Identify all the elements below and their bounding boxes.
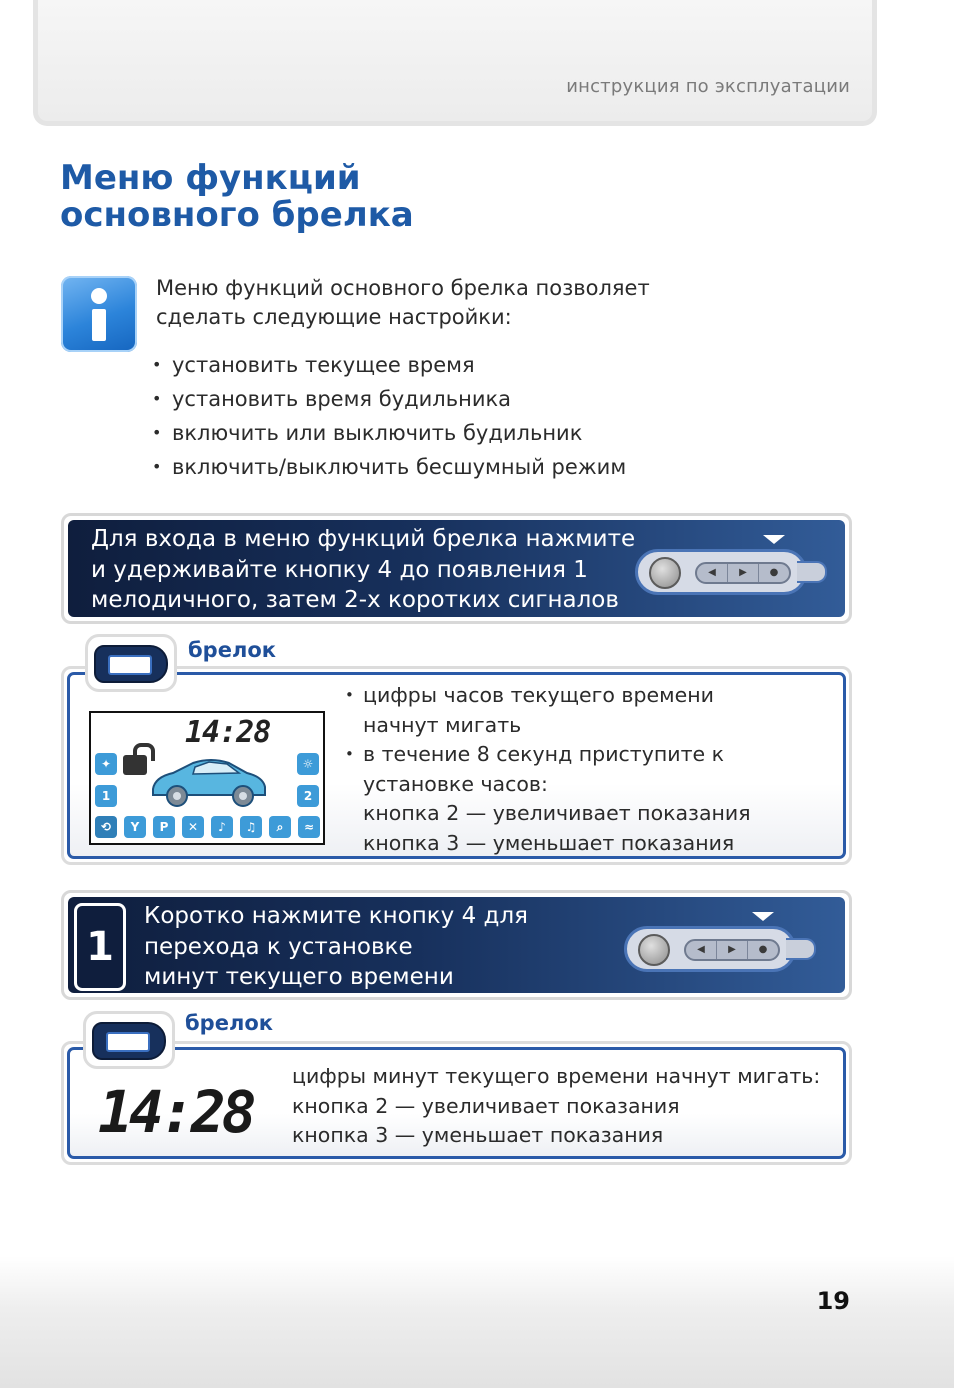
panel2-line: кнопка 3 — уменьшает показания (292, 1123, 664, 1147)
autostart-icon: ⟲ (95, 816, 117, 838)
car-icon (149, 751, 269, 809)
panel2-text (292, 1062, 820, 1151)
panel1-line: кнопка 3 — уменьшает показания (363, 830, 735, 855)
page-number: 19 (816, 1287, 850, 1315)
panel1-text (363, 681, 751, 858)
step-number-badge: 1 (74, 903, 126, 991)
banner-line: и удерживайте кнопку 4 до появления 1 (91, 556, 588, 583)
service-icon: Y (124, 816, 146, 838)
lcd-display (89, 711, 325, 845)
header-text: инструкция по эксплуатации (566, 76, 850, 97)
info-icon (61, 276, 137, 352)
page-title-line-2: основного брелка (60, 195, 414, 235)
keyfob-panel-minutes (61, 1041, 852, 1165)
lcd-time: 14:28 (185, 715, 271, 750)
panel2-line: кнопка 2 — увеличивает показания (292, 1093, 680, 1118)
intro-line-1: Меню функций основного брелка позволяет (156, 276, 650, 300)
engine-icon: P (153, 816, 175, 838)
note-icon: ♪ (211, 816, 233, 838)
keyfob-button-4-icon: ◀ ▶ ● (635, 535, 835, 599)
feature-item: • включить/выключить бесшумный режим (152, 450, 626, 484)
footer-band (0, 1256, 954, 1388)
instruction-banner-enter-menu (61, 513, 852, 624)
feature-item: • установить текущее время (152, 348, 626, 382)
channel-1-icon: 1 (95, 785, 117, 807)
keyfob-icon (83, 1011, 175, 1069)
signal-icon: ≈ (298, 816, 320, 838)
banner-text (144, 901, 528, 993)
page-title (60, 160, 560, 234)
panel1-line: кнопка 2 — увеличивает показания (363, 801, 751, 825)
panel1-line: начнут мигать (363, 712, 522, 737)
banner-line: мелодичного, затем 2-х коротких сигналов (91, 587, 619, 613)
keyfob-panel-hours (61, 666, 852, 865)
shock-sensor-icon: ☼ (297, 753, 319, 775)
keyfob-icon (85, 634, 177, 692)
search-icon: ⌕ (269, 816, 291, 838)
page-title-line-1: Меню функций (60, 158, 361, 198)
banner-line: Для входа в меню функций брелка нажмите (91, 526, 636, 552)
header-frame (33, 0, 877, 126)
feature-item: • включить или выключить будильник (152, 416, 626, 450)
banner-line: минут текущего времени (144, 964, 454, 990)
instruction-banner-step-1 (61, 890, 852, 1000)
features-list (152, 348, 626, 484)
feature-item: • установить время будильника (152, 382, 626, 416)
intro-line-2: сделать следующие настройки: (156, 305, 512, 329)
keyfob-label: брелок (185, 1011, 273, 1035)
banner-line: Коротко нажмите кнопку 4 для (144, 903, 528, 929)
banner-line: перехода к установке (144, 933, 413, 960)
fan-icon: ✕ (182, 816, 204, 838)
panel1-line: • в течение 8 секунд приступите к (363, 740, 751, 770)
keyfob-label: брелок (188, 638, 276, 662)
melody-icon: ♫ (240, 816, 262, 838)
siren-icon: ✦ (95, 753, 117, 775)
keyfob-button-4-icon: ◀ ▶ ● (624, 912, 824, 976)
panel1-line: установке часов: (363, 771, 548, 796)
lcd-time-large: 14:28 (98, 1078, 253, 1146)
panel1-line: • цифры часов текущего времени (363, 681, 751, 711)
lock-icon (123, 755, 147, 775)
panel2-line: цифры минут текущего времени начнут мигать: (292, 1064, 821, 1088)
banner-text (91, 524, 635, 616)
channel-2-icon: 2 (297, 785, 319, 807)
intro-text (156, 274, 716, 332)
